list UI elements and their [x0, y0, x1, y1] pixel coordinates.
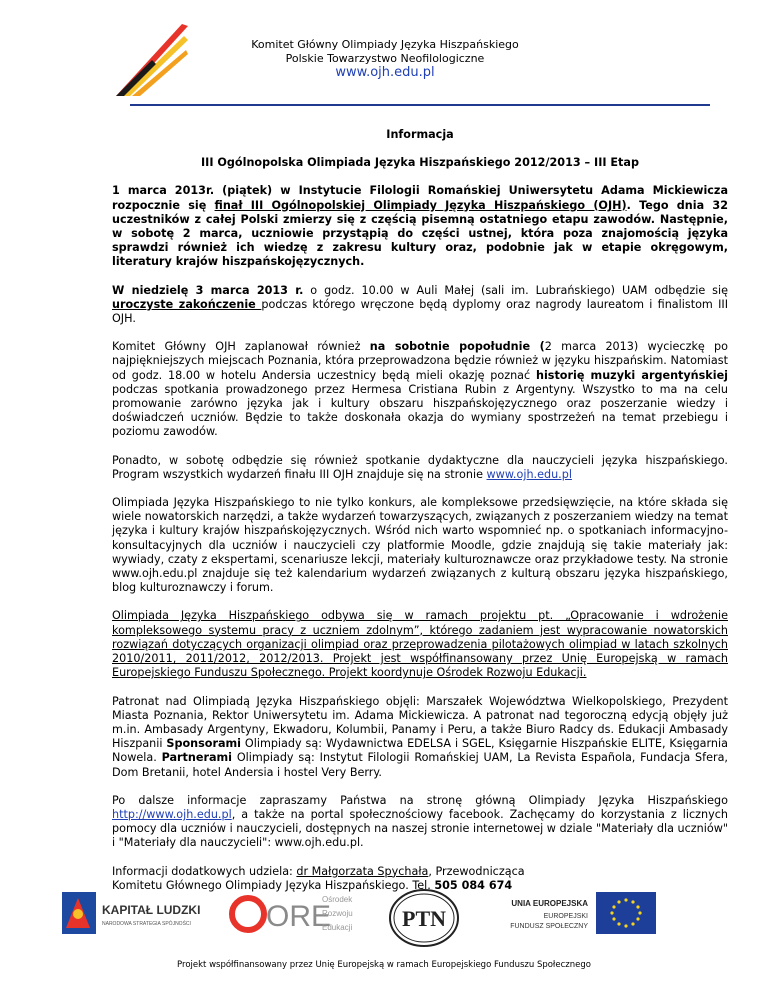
ptn-logo [390, 890, 458, 946]
sponsor-logos [60, 888, 720, 948]
svg-text:Ośrodek: Ośrodek [322, 895, 353, 904]
paragraph-7: Patronat nad Olimpiadą Języka Hiszpańskiego objęli: Marszałek Województwa Wielkopolskiego, Prezydent Miasta Poznania, Rektor Uniwersytetu im. Adama Mickiewicza. A patronat nad tegoroczną edycją objęły już m.in. Ambasady Argentyny, Ekwadoru, Kolumbii, Panamy i Peru, a także Biuro Radcy ds. Edukacji Ambasady Hiszpanii Sponsorami Olimpiady są: Wydawnictwa EDELSA i SGEL, Księgarnie Hiszpańskie ELITE, Księgarnia Nowela. Partnerami Olimpiady są: Instytut Filologii Romańskiej UAM, La Revista Española, Fundacja Sfera, Dom Bretanii, hotel Andersia i hostel Very Berry. [112, 694, 728, 779]
ojh-link[interactable]: www.ojh.edu.pl [486, 467, 572, 481]
svg-text:UNIA EUROPEJSKA: UNIA EUROPEJSKA [511, 899, 588, 908]
ojh-homepage-link[interactable]: http://www.ojh.edu.pl [112, 807, 232, 821]
ore-logo [232, 895, 353, 933]
header-line1: Komitet Główny Olimpiady Języka Hiszpańskiego [251, 38, 519, 51]
svg-text:EUROPEJSKI: EUROPEJSKI [543, 913, 588, 920]
paragraph-4: Ponadto, w sobotę odbędzie się również spotkanie dydaktyczne dla nauczycieli języka hiszpańskiego. Program wszystkich wydarzeń finału III OJH znajduje się na stronie www.ojh.edu.pl [112, 453, 728, 481]
paragraph-8: Po dalsze informacje zapraszamy Państwa na stronę główną Olimpiady Języka Hiszpańskiego http://www.ojh.edu.pl, a także na portal społecznościowy facebook. Zachęcamy do korzystania z licznych pomocy dla uczniów i nauczycieli, dostępnych na naszej stronie internetowej w dziale "Materiały dla uczniów" i "Materiały dla nauczycieli": www.ojh.edu.pl. [112, 793, 728, 850]
doc-title: Informacja [386, 128, 454, 141]
svg-text:ORE: ORE [266, 900, 332, 933]
kapital-ludzki-logo [62, 892, 200, 934]
eu-logo [510, 892, 656, 934]
paragraph-contact: Informacji dodatkowych udziela: dr Małgorzata Spychała, Przewodnicząca Komitetu Głównego Olimpiady Języka Hiszpańskiego. Tel. 505 084 674 [112, 864, 525, 892]
svg-text:PTN: PTN [402, 906, 446, 931]
header-url[interactable]: www.ojh.edu.pl [335, 65, 435, 80]
svg-text:Edukacji: Edukacji [322, 923, 353, 932]
paragraph-1: 1 marca 2013r. (piątek) w Instytucie Filologii Romańskiej Uniwersytetu Adama Mickiewicza rozpocznie się finał III Ogólnopolskiej Olimpiady Języka Hiszpańskiego (OJH). Tego dnia 32 uczestników z całej Polski zmierzy się z częścią pisemną ostatniego etapu zawodów. Następnie, w sobotę 2 marca, uczniowie przystąpią do części ustnej, która poza znajomością języka sprawdzi również ich wiedzę z zakresu kultury oraz, podobnie jak w etapie okręgowym, literatury krajów hiszpańskojęzycznych. [112, 184, 728, 269]
letterhead [200, 38, 570, 80]
olympiad-logo [112, 18, 190, 98]
paragraph-5: Olimpiada Języka Hiszpańskiego to nie tylko konkurs, ale kompleksowe przedsięwzięcie, na które składa się wiele nowatorskich narzędzi, a także wydarzeń towarzyszących, związanych z poszerzaniem wiedzy na temat języka i kultury krajów hiszpańskojęzycznych. Wśród nich warto wspomnieć np. o spotkaniach informacyjno-konsultacyjnych dla uczniów i nauczycieli czy platformie Moodle, gdzie znajdują się takie materiały jak: wywiady, czaty z ekspertami, scenariusze lekcji, materiały kulturoznawcze oraz przykładowe testy. Na stronie www.ojh.edu.pl znajduje się też kalendarium wydarzeń związanych z kulturą obszaru języka hiszpańskiego, blog kulturoznawczy i forum. [112, 496, 728, 595]
footnote: Projekt współfinansowany przez Unię Europejską w ramach Europejskiego Funduszu Społecznego [177, 960, 591, 970]
paragraph-6: Olimpiada Języka Hiszpańskiego odbywa się w ramach projektu pt. „Opracowanie i wdrożenie kompleksowego systemu pracy z uczniem zdolnym”, którego zadaniem jest wypracowanie nowatorskich rozwiązań dotyczących organizacji olimpiad oraz przeprowadzenia pilotażowych olimpiad w latach szkolnych 2010/2011, 2011/2012, 2012/2013. Projekt jest współfinansowany przez Unię Europejską w ramach Europejskiego Funduszu Społecznego. Projekt koordynuje Ośrodek Rozwoju Edukacji. [112, 609, 728, 680]
header-line2: Polskie Towarzystwo Neofilologiczne [285, 52, 485, 65]
paragraph-2: W niedzielę 3 marca 2013 r. o godz. 10.00 w Auli Małej (sali im. Lubrańskiego) UAM odbędzie się uroczyste zakończenie podczas którego wręczone będą dyplomy oraz nagrody laureatom i finalistom III OJH. [112, 283, 728, 326]
document-body [112, 128, 728, 907]
paragraph-3: Komitet Główny OJH zaplanował również na sobotnie popołudnie (2 marca 2013) wycieczkę po najpiękniejszych miejscach Poznania, która przeprowadzona będzie również w języku hiszpańskim. Natomiast od godz. 18.00 w hotelu Andersia uczestnicy będą mieli okazję poznać historię muzyki argentyńskiej podczas spotkania prowadzonego przez Hermesa Cristiana Rubin z Argentyny. Wszystko to ma na celu promowanie zarówno języka jak i kultury obszaru hiszpańskojęzycznego oraz poszerzanie wiedzy i doświadczeń uczniów. Będzie to także doskonała okazja do wymiany spostrzeżeń na temat przebiegu i poziomu zawodów. [112, 340, 728, 439]
doc-subtitle: III Ogólnopolska Olimpiada Języka Hiszpańskiego 2012/2013 – III Etap [201, 156, 639, 170]
svg-text:FUNDUSZ SPOŁECZNY: FUNDUSZ SPOŁECZNY [510, 923, 588, 930]
svg-text:NARODOWA STRATEGIA SPÓJNOŚCI: NARODOWA STRATEGIA SPÓJNOŚCI [102, 921, 191, 927]
header-divider [130, 104, 710, 106]
svg-text:KAPITAŁ LUDZKI: KAPITAŁ LUDZKI [102, 903, 201, 917]
svg-text:Rozwoju: Rozwoju [322, 909, 353, 918]
